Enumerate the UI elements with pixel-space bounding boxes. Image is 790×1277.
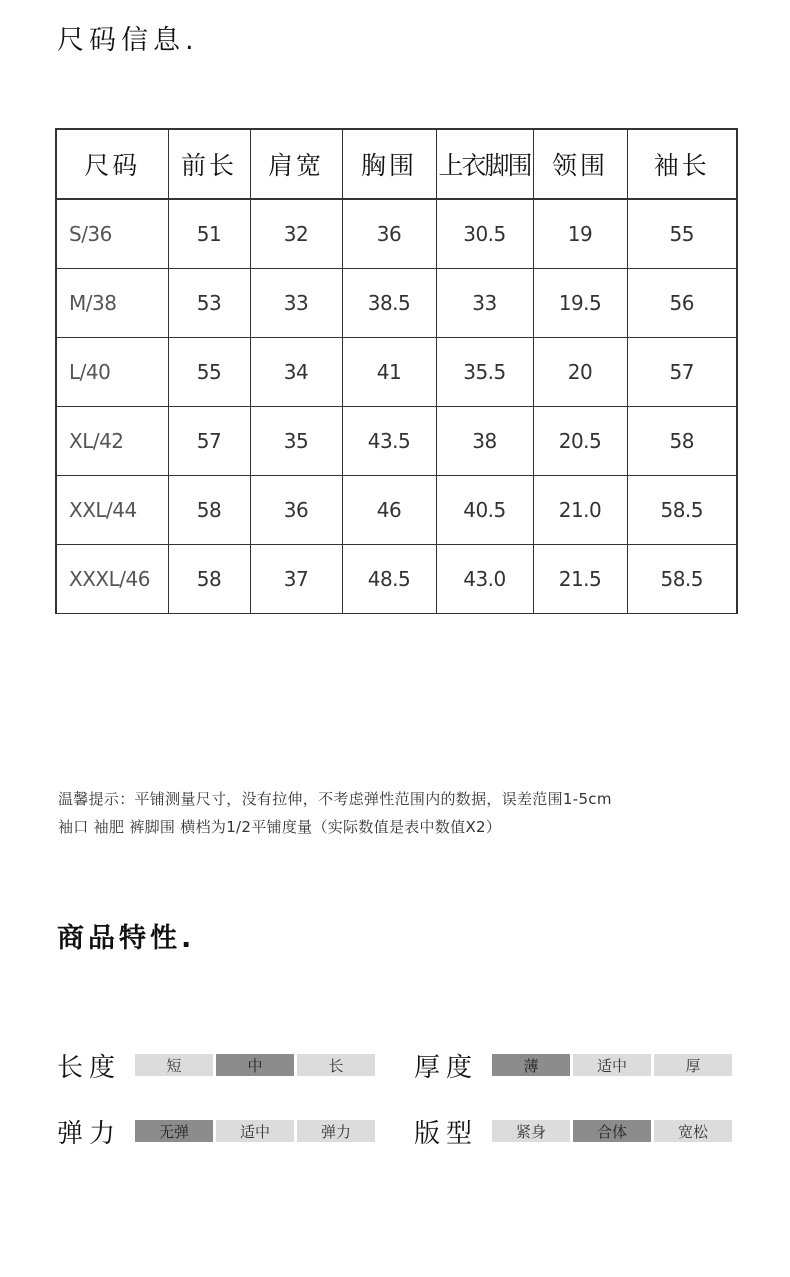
table-cell-size: S/36 [56,199,168,268]
header-hem: 上衣脚围 [436,129,533,199]
table-cell: 30.5 [436,199,533,268]
size-table-header-row [56,129,737,199]
feature-option: 紧身 [492,1120,570,1142]
table-cell: 51 [168,199,250,268]
table-cell: 19.5 [533,268,627,337]
feature-option: 中 [216,1054,294,1076]
table-cell: 57 [168,406,250,475]
table-cell: 34 [250,337,342,406]
feature-label: 长度 [57,1052,122,1083]
table-cell: 32 [250,199,342,268]
feature-option: 适中 [573,1054,651,1076]
size-info-title: 尺码信息. [57,25,199,56]
table-cell: 38 [436,406,533,475]
table-cell: 36 [342,199,436,268]
table-cell-size: XXL/44 [56,475,168,544]
header-size: 尺码 [56,129,168,199]
table-cell: 38.5 [342,268,436,337]
feature-fit [414,1116,735,1149]
table-cell: 21.0 [533,475,627,544]
table-cell: 43.5 [342,406,436,475]
table-cell: 33 [250,268,342,337]
table-cell: 48.5 [342,544,436,613]
feature-option: 适中 [216,1120,294,1142]
feature-label: 版型 [414,1118,479,1149]
table-cell: 58 [168,544,250,613]
table-cell-size: XXXL/46 [56,544,168,613]
table-row [56,337,737,406]
table-row [56,475,737,544]
table-cell-size: XL/42 [56,406,168,475]
header-sleeve-length: 袖长 [627,129,737,199]
table-cell: 20.5 [533,406,627,475]
product-features-title: 商品特性. [57,923,196,954]
table-cell: 55 [627,199,737,268]
table-cell: 20 [533,337,627,406]
measurement-note: 温馨提示：平铺测量尺寸，没有拉伸，不考虑弹性范围内的数据，误差范围1-5cm [58,790,612,808]
table-cell: 19 [533,199,627,268]
feature-option: 薄 [492,1054,570,1076]
table-cell-size: M/38 [56,268,168,337]
table-cell-size: L/40 [56,337,168,406]
feature-option: 弹力 [297,1120,375,1142]
feature-option: 短 [135,1054,213,1076]
table-cell: 58.5 [627,544,737,613]
table-cell: 35.5 [436,337,533,406]
feature-option: 宽松 [654,1120,732,1142]
feature-option: 合体 [573,1120,651,1142]
header-shoulder-width: 肩宽 [250,129,342,199]
table-cell: 33 [436,268,533,337]
feature-label: 弹力 [57,1118,122,1149]
feature-elasticity [57,1116,378,1149]
table-cell: 36 [250,475,342,544]
table-row [56,406,737,475]
table-row [56,544,737,613]
table-cell: 46 [342,475,436,544]
feature-option: 无弹 [135,1120,213,1142]
measurement-note-detail: 袖口 袖肥 裤脚围 横档为1/2平铺度量（实际数值是表中数值X2） [58,818,502,836]
table-cell: 57 [627,337,737,406]
table-cell: 41 [342,337,436,406]
header-front-length: 前长 [168,129,250,199]
table-cell: 58 [627,406,737,475]
header-collar: 领围 [533,129,627,199]
table-cell: 56 [627,268,737,337]
table-cell: 40.5 [436,475,533,544]
table-cell: 53 [168,268,250,337]
feature-label: 厚度 [414,1052,479,1083]
table-row [56,268,737,337]
table-cell: 35 [250,406,342,475]
feature-option: 长 [297,1054,375,1076]
table-cell: 55 [168,337,250,406]
feature-thickness [414,1050,735,1083]
table-cell: 43.0 [436,544,533,613]
feature-option: 厚 [654,1054,732,1076]
table-cell: 37 [250,544,342,613]
table-cell: 21.5 [533,544,627,613]
table-cell: 58 [168,475,250,544]
table-row [56,199,737,268]
feature-length [57,1050,378,1083]
table-cell: 58.5 [627,475,737,544]
header-chest: 胸围 [342,129,436,199]
size-table [55,128,738,614]
